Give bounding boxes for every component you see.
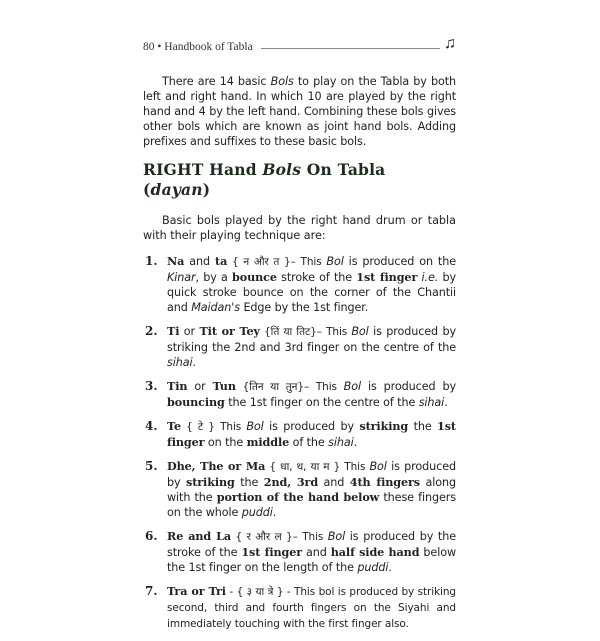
list-item [143,254,456,315]
intro-term: Bols [270,75,294,88]
item-text: { धा, थ, या म } This [265,461,370,474]
item-text: on the [204,436,247,450]
item-text: Bol [369,460,387,474]
header-rule [261,48,440,49]
list-item [143,459,456,520]
item-text: 1st finger [167,419,456,450]
item-text: or [179,325,200,339]
heading-term: Bols [262,160,302,180]
item-text: and [184,255,215,269]
list-item [143,419,456,450]
item-text: by quick stroke bounce on the corner of the Chantii and [167,271,456,315]
list-item [143,379,456,410]
heading-italic: dayan [150,180,203,200]
intro-text-pre: There are 14 basic [162,75,271,88]
item-text: is produced by striking the 2nd and 3rd finger on the centre of the [167,325,456,355]
item-text: Ti [167,324,180,339]
item-text: these fingers on the whole [167,491,456,520]
item-text: . [444,396,448,410]
item-text: ta [215,254,228,269]
item-text: and [318,476,350,490]
item-text: below the 1st finger on the length of the [167,546,457,575]
item-text: puddi [241,506,273,520]
item-text: Edge by the 1st finger. [240,301,369,315]
heading-mid: On Tabla ( [143,160,386,200]
item-text: stroke of the [276,271,357,285]
item-text: {तिं या तिट}– This [259,326,352,339]
item-text: is produced by [360,380,456,394]
item-text: portion of the hand below [216,490,380,505]
item-text: {तिन या तुन}– This [235,381,344,394]
heading-post: ) [202,180,211,200]
section-heading [143,160,456,200]
list-item [143,584,456,632]
item-text: middle [246,435,290,450]
book-page [143,35,457,641]
item-text: half side hand [330,545,420,560]
music-note-icon: ♫ [444,35,456,52]
item-text: 1st finger [356,270,418,285]
header-separator: • [157,41,162,53]
item-text: Bol [351,325,369,339]
item-number: 1. [145,254,158,269]
item-text: the [234,476,264,490]
item-body [167,379,456,410]
bols-list [143,254,456,632]
item-body [167,419,456,450]
item-text: Tra or Tri [167,584,226,599]
item-text: and [302,546,331,560]
item-text: bounce [231,270,277,285]
item-body [167,254,456,315]
item-text: is produced by [263,420,360,434]
item-text: the 1st finger on the centre of the [224,396,419,410]
item-text: or [187,380,213,394]
heading-pre: RIGHT Hand [143,160,263,180]
item-body [167,529,456,575]
item-text: Maidan's [191,301,240,315]
item-text: 4th fingers [349,475,420,490]
item-text: Tin [167,379,188,394]
item-number: 3. [145,379,158,394]
item-text: sihai [328,436,354,450]
item-number: 4. [145,419,158,434]
item-text: Bol [326,255,344,269]
item-body [167,584,456,632]
item-text: Te [167,419,181,434]
header-text [143,41,253,53]
item-text: Re and La [167,529,232,544]
item-text: , by a [195,271,232,285]
running-header [143,35,456,56]
intro-paragraph [143,74,456,149]
item-text: striking [359,419,409,434]
item-text: 2nd, 3rd [263,475,319,490]
item-text: the [408,420,438,434]
item-text: bouncing [167,395,225,410]
item-text: { र और ल }– This [231,531,328,544]
item-text: Bol [343,380,361,394]
book-title: Handbook of Tabla [164,41,253,53]
item-text: striking [186,475,235,490]
item-text: Bol [327,530,346,544]
item-text: { न और त }– This [227,256,327,269]
item-text: { टे } This [180,421,247,434]
item-text: sihai [418,396,445,410]
item-number: 7. [145,584,158,599]
item-text: . [353,436,358,450]
item-text: Tun [212,379,236,394]
item-body [167,459,456,520]
section-lead: Basic bols played by the right hand drum or tabla with their playing technique are: [143,214,456,243]
list-item [143,529,456,575]
item-text: - { ३ या त्रे } - This bol is produced by striking second, third and fourth fingers on the Siyahi and immediately touching with the first finger also. [167,586,456,631]
item-text: 1st finger [241,545,303,560]
item-text: is produced by the stroke of the [167,530,456,560]
item-number: 2. [145,324,158,339]
item-text: i.e. [421,271,439,285]
item-text: Na [167,254,185,269]
item-text: Dhe, The or Ma [167,459,266,474]
item-number: 6. [145,529,158,544]
item-text: is produced on the [343,255,456,269]
item-text: Kinar [167,271,196,285]
item-text: . [388,561,392,575]
item-text: is produced by [167,460,456,490]
item-text: sihai [167,356,193,370]
intro-text-post: to play on the Tabla by both left and right hand. In which 10 are played by the right hand and 4 by the left hand. Combining these bols gives other bols which are known as joint hand bols. Adding prefixes and suffixes to these basic bols. [143,75,456,148]
item-text: of the [289,436,329,450]
page-number: 80 [143,41,155,53]
item-text: along with the [167,476,456,505]
item-text: . [272,506,277,520]
item-text: . [192,356,196,370]
item-text: puddi [357,561,389,575]
item-body [167,324,456,370]
item-number: 5. [145,459,158,474]
item-text: Tit or Tey [199,324,260,339]
list-item [143,324,456,370]
item-text: Bol [246,420,264,434]
